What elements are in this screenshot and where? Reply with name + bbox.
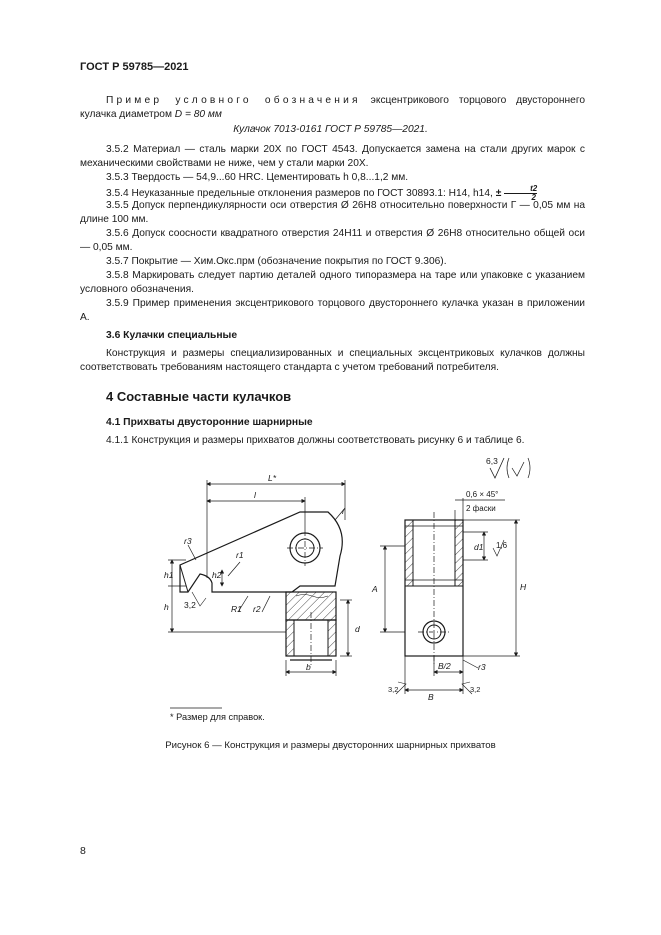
section-4-1-1-text: 4.1.1 Конструкция и размеры прихватов должны соответствовать рисунку 6 и таблице 6. xyxy=(106,435,525,446)
example-spaced: Пример условного обозначения xyxy=(106,95,361,106)
dim-h2: h2 xyxy=(212,570,222,580)
dim-d: d xyxy=(355,624,360,634)
section-3-6-text: Конструкция и размеры специализированных и специальных эксцентриковых кулачков должны соответствовать требованиям настоящего стандарта с учетом требований потребителя. xyxy=(80,348,585,373)
standard-header: ГОСТ Р 59785—2021 xyxy=(80,61,189,73)
roughness-value: 6,3 xyxy=(486,456,498,466)
dim-r3: r3 xyxy=(184,536,192,546)
dim-b: b xyxy=(306,662,311,672)
roughness-bottom-left: 3,2 xyxy=(388,685,399,694)
dim-A: A xyxy=(372,584,378,594)
roughness-bottom-right: 3,2 xyxy=(470,685,481,694)
clause-3-5-9: 3.5.9 Пример применения эксцентрикового торцового двустороннего кулачка указан в приложении А. xyxy=(80,298,585,323)
clause-3-5-5: 3.5.5 Допуск перпендикулярности оси отверстия Ø 26Н8 относительно поверхности Г — 0,05 мм на длине 100 мм. xyxy=(80,200,585,225)
fraction-numerator: t2 xyxy=(504,185,537,194)
clause-3-5-7: 3.5.7 Покрытие — Хим.Окс.прм (обозначение покрытия по ГОСТ 9.306). xyxy=(106,256,447,267)
dim-r1: r1 xyxy=(236,550,244,560)
clause-3-5-2: 3.5.2 Материал — сталь марки 20Х по ГОСТ 4543. Допускается замена на стали других марок с механическими свойствами не ниже, чем у стали марки 20Х. xyxy=(80,144,585,169)
fraction-denominator: 2 xyxy=(531,193,536,202)
clause-3-5-8: 3.5.8 Маркировать следует партию деталей одного типоразмера на таре или упаковке с указанием условного обозначения. xyxy=(80,270,585,295)
dim-r: r xyxy=(342,506,345,516)
section-4-1-title: 4.1 Прихваты двусторонние шарнирные xyxy=(106,417,313,428)
dim-h1: h1 xyxy=(164,570,174,580)
section-4-title: 4 Составные части кулачков xyxy=(106,389,292,404)
page-number: 8 xyxy=(80,845,86,857)
clamp-side-view xyxy=(180,512,342,665)
roughness-local: 1,6 xyxy=(496,541,508,550)
dim-L: L* xyxy=(268,473,277,483)
dim-d1: d1 xyxy=(474,542,484,552)
section-3-6-title: 3.6 Кулачки специальные xyxy=(106,330,238,341)
clause-3-5-4-text: 3.5.4 Неуказанные предельные отклонения размеров по ГОСТ 30893.1: H14, h14, xyxy=(106,188,493,200)
dim-R1: R1 xyxy=(231,604,242,614)
dim-l: l xyxy=(254,490,256,500)
figure-caption: Рисунок 6 — Конструкция и размеры двусторонних шарнирных прихватов xyxy=(165,740,496,751)
dim-r3-right: r3 xyxy=(478,662,486,672)
clamp-front-view xyxy=(405,512,463,665)
clause-3-5-4: 3.5.4 Неуказанные предельные отклонения размеров по ГОСТ 30893.1: H14, h14, ± $\frac{t2}{2}$ xyxy=(106,184,538,202)
footnote: * Размер для справок. xyxy=(170,712,265,722)
dim-h: h xyxy=(164,602,169,612)
example-designation: Кулачок 7013-0161 ГОСТ Р 59785—2021. xyxy=(233,124,428,135)
example-rest: эксцентрикового торцового двустороннего кулачка диаметром xyxy=(80,95,585,120)
clause-3-5-6: 3.5.6 Допуск соосности квадратного отверстия 24H11 и отверстия Ø 26Н8 относительно общей оси — 0,05 мм. xyxy=(80,228,585,253)
dim-B-half: B/2 xyxy=(438,661,451,671)
example-d: D = 80 мм xyxy=(174,108,222,120)
chamfer-count: 2 фаски xyxy=(466,504,496,513)
clause-3-5-3: 3.5.3 Твердость — 54,9...60 HRC. Цементировать h 0,8...1,2 мм. xyxy=(106,172,409,183)
dim-H: H xyxy=(520,582,527,592)
chamfer-size: 0,6 × 45° xyxy=(466,490,499,499)
roughness-left: 3,2 xyxy=(184,600,196,610)
dim-r2: r2 xyxy=(253,604,261,614)
dim-B: B xyxy=(428,692,434,702)
